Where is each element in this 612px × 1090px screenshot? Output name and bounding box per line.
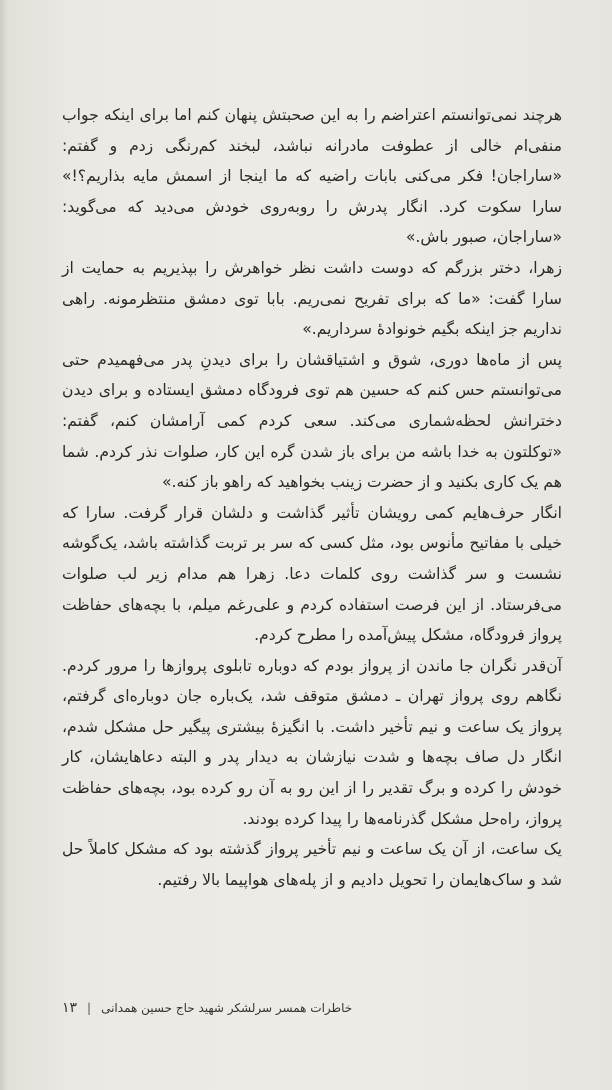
- paragraph-4: انگار حرف‌هایم کمی رویشان تأثیر گذاشت و دلشان قرار گرفت. سارا که خیلی با مفاتیح مأنوس بود، مثل کسی که سر بر تربت گذاشته باشد، یک‌گوشه نشست و سر گذاشت روی کلمات دعا. زهرا هم مدام زیر لب صلوات می‌فرستاد. از این فرصت استفاده کردم و علی‌رغم میلم، با بچه‌های حفاظت پرواز فرودگاه، مشکل پیش‌آمده را مطرح کردم.: [62, 503, 562, 645]
- paragraph-5: آن‌قدر نگران جا ماندن از پرواز بودم که دوباره تابلوی پروازها را مرور کردم. نگاهم روی پرواز تهران ـ دمشق متوقف شد، یک‌باره جان دوباره‌ای گرفتم، پرواز یک ساعت و نیم تأخیر داشت. با انگیزهٔ بیشتری پیگیر حل مشکل شدم، انگار دل صاف بچه‌ها و شدت نیازشان به دیدار پدر و البته دعاهایشان، کار خودش را کرده و برگ تقدیر را از این رو به آن رو کرده بود، بچه‌های حفاظت پرواز، راه‌حل مشکل گذرنامه‌ها را پیدا کرده بودند.: [62, 656, 562, 828]
- running-title: خاطرات همسر سرلشکر شهید حاج حسین همدانی: [101, 1001, 353, 1015]
- paragraph-6: یک ساعت، از آن یک ساعت و نیم تأخیر پرواز گذشته بود که مشکل کاملاً حل شد و ساک‌هایمان را تحویل دادیم و از پله‌های هواپیما بالا رفتیم.: [62, 840, 562, 889]
- page-number: ۱۳: [62, 1000, 78, 1016]
- page-footer: [62, 998, 392, 1018]
- paragraph-2: زهرا، دختر بزرگم که دوست داشت نظر خواهرش را بپذیریم به حمایت از سارا گفت: «ما که برای تفریح نمی‌ریم. بابا توی دمشق منتظرمونه. راهی نداریم جز اینکه بگیم خونوادهٔ سرداریم.»: [62, 258, 562, 339]
- paragraph-1: هرچند نمی‌توانستم اعتراضم را به این صحبتش پنهان کنم اما برای اینکه جواب منفی‌ام خالی از عطوفت مادرانه نباشد، لبخند کم‌رنگی زدم و گفتم: «ساراجان! فکر می‌کنی بابات راضیه که ما اینجا از اسمش مایه بذاریم؟!» سارا سکوت کرد. انگار پدرش را روبه‌روی خودش می‌دید که می‌گوید: «ساراجان، صبور باش.»: [62, 106, 562, 247]
- paragraph-3: پس از ماه‌ها دوری، شوق و اشتیاقشان را برای دیدنِ پدر می‌فهمیدم حتی می‌توانستم حس کنم که حسین هم توی فرودگاه دمشق ایستاده و برای دیدن دخترانش لحظه‌شماری می‌کند. سعی کردم کمی آرامشان کنم، گفتم: «توکلتون به خدا باشه من برای باز شدن گره این کار، صلوات نذر کردم. شما هم یک کاری بکنید و از حضرت زینب بخواهید که راهو باز کنه.»: [62, 350, 562, 492]
- footer-separator: |: [87, 1001, 92, 1015]
- body-text: [62, 100, 562, 895]
